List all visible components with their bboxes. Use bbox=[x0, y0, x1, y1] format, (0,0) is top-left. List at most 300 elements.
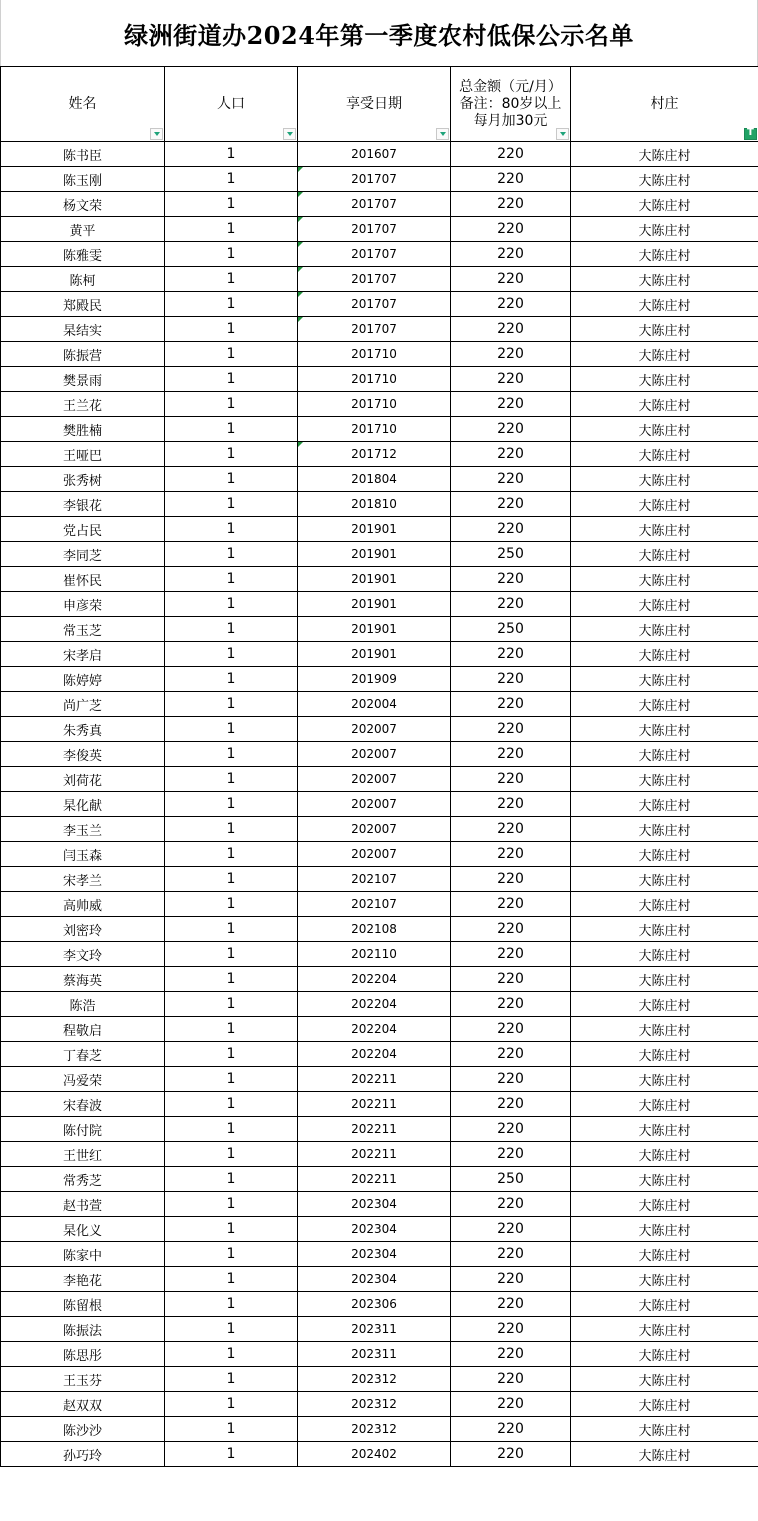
village-cell[interactable]: 大陈庄村 bbox=[571, 1167, 758, 1192]
date-cell[interactable]: 201707 bbox=[298, 192, 451, 217]
name-cell[interactable]: 杲结实 bbox=[1, 317, 165, 342]
amount-cell[interactable]: 220 bbox=[451, 667, 571, 692]
village-cell[interactable]: 大陈庄村 bbox=[571, 1067, 758, 1092]
population-cell[interactable]: 1 bbox=[165, 367, 298, 392]
population-cell[interactable]: 1 bbox=[165, 692, 298, 717]
table-row bbox=[1, 1017, 758, 1042]
village-cell[interactable]: 大陈庄村 bbox=[571, 192, 758, 217]
village-cell[interactable]: 大陈庄村 bbox=[571, 1292, 758, 1317]
village-cell[interactable]: 大陈庄村 bbox=[571, 342, 758, 367]
village-cell[interactable]: 大陈庄村 bbox=[571, 667, 758, 692]
name-cell[interactable]: 刘密玲 bbox=[1, 917, 165, 942]
name-cell[interactable]: 宋孝启 bbox=[1, 642, 165, 667]
population-cell[interactable]: 1 bbox=[165, 817, 298, 842]
village-cell[interactable]: 大陈庄村 bbox=[571, 1417, 758, 1442]
name-cell[interactable]: 高帅威 bbox=[1, 892, 165, 917]
date-cell[interactable]: 202007 bbox=[298, 767, 451, 792]
name-cell[interactable]: 尚广芝 bbox=[1, 692, 165, 717]
population-cell[interactable]: 1 bbox=[165, 1167, 298, 1192]
amount-cell[interactable]: 220 bbox=[451, 1142, 571, 1167]
amount-cell[interactable]: 220 bbox=[451, 792, 571, 817]
population-cell[interactable]: 1 bbox=[165, 1342, 298, 1367]
name-cell[interactable]: 刘荷花 bbox=[1, 767, 165, 792]
date-cell[interactable]: 202304 bbox=[298, 1217, 451, 1242]
amount-cell[interactable]: 220 bbox=[451, 467, 571, 492]
village-cell[interactable]: 大陈庄村 bbox=[571, 242, 758, 267]
village-cell[interactable]: 大陈庄村 bbox=[571, 592, 758, 617]
population-cell[interactable]: 1 bbox=[165, 292, 298, 317]
table-row bbox=[1, 542, 758, 567]
date-cell[interactable]: 202311 bbox=[298, 1342, 451, 1367]
population-cell[interactable]: 1 bbox=[165, 1442, 298, 1467]
village-cell[interactable]: 大陈庄村 bbox=[571, 1317, 758, 1342]
village-cell[interactable]: 大陈庄村 bbox=[571, 467, 758, 492]
filter-dropdown-icon[interactable] bbox=[283, 128, 296, 140]
village-cell[interactable]: 大陈庄村 bbox=[571, 542, 758, 567]
name-cell[interactable]: 赵双双 bbox=[1, 1392, 165, 1417]
population-cell[interactable]: 1 bbox=[165, 767, 298, 792]
name-cell[interactable]: 陈玉刚 bbox=[1, 167, 165, 192]
header-name[interactable] bbox=[1, 67, 165, 142]
village-cell[interactable]: 大陈庄村 bbox=[571, 1042, 758, 1067]
amount-cell[interactable]: 220 bbox=[451, 492, 571, 517]
name-cell[interactable]: 宋孝兰 bbox=[1, 867, 165, 892]
village-cell[interactable]: 大陈庄村 bbox=[571, 1017, 758, 1042]
population-cell[interactable]: 1 bbox=[165, 392, 298, 417]
village-cell[interactable]: 大陈庄村 bbox=[571, 142, 758, 167]
population-cell[interactable]: 1 bbox=[165, 967, 298, 992]
population-cell[interactable]: 1 bbox=[165, 1192, 298, 1217]
name-cell[interactable]: 孙巧玲 bbox=[1, 1442, 165, 1467]
amount-cell[interactable]: 220 bbox=[451, 742, 571, 767]
amount-cell[interactable]: 220 bbox=[451, 717, 571, 742]
table-row bbox=[1, 517, 758, 542]
village-cell[interactable]: 大陈庄村 bbox=[571, 317, 758, 342]
name-cell[interactable]: 崔怀民 bbox=[1, 567, 165, 592]
population-cell[interactable]: 1 bbox=[165, 1142, 298, 1167]
date-cell[interactable]: 202204 bbox=[298, 992, 451, 1017]
amount-cell[interactable]: 220 bbox=[451, 1292, 571, 1317]
population-cell[interactable]: 1 bbox=[165, 942, 298, 967]
amount-cell[interactable]: 220 bbox=[451, 342, 571, 367]
date-cell[interactable]: 201901 bbox=[298, 642, 451, 667]
date-cell[interactable]: 202007 bbox=[298, 717, 451, 742]
village-cell[interactable]: 大陈庄村 bbox=[571, 517, 758, 542]
date-cell[interactable]: 202204 bbox=[298, 967, 451, 992]
name-cell[interactable]: 樊胜楠 bbox=[1, 417, 165, 442]
date-cell[interactable]: 202402 bbox=[298, 1442, 451, 1467]
village-cell[interactable]: 大陈庄村 bbox=[571, 292, 758, 317]
date-cell[interactable]: 202110 bbox=[298, 942, 451, 967]
village-cell[interactable]: 大陈庄村 bbox=[571, 742, 758, 767]
table-row bbox=[1, 617, 758, 642]
population-cell[interactable]: 1 bbox=[165, 442, 298, 467]
table-row bbox=[1, 1192, 758, 1217]
village-cell[interactable]: 大陈庄村 bbox=[571, 1342, 758, 1367]
date-cell[interactable]: 202306 bbox=[298, 1292, 451, 1317]
date-cell[interactable]: 201901 bbox=[298, 567, 451, 592]
date-cell[interactable]: 201707 bbox=[298, 267, 451, 292]
population-cell[interactable]: 1 bbox=[165, 1067, 298, 1092]
date-cell[interactable]: 201707 bbox=[298, 167, 451, 192]
amount-cell[interactable]: 250 bbox=[451, 542, 571, 567]
village-cell[interactable]: 大陈庄村 bbox=[571, 1217, 758, 1242]
date-cell[interactable]: 202304 bbox=[298, 1267, 451, 1292]
name-cell[interactable]: 黄平 bbox=[1, 217, 165, 242]
village-cell[interactable]: 大陈庄村 bbox=[571, 167, 758, 192]
date-cell[interactable]: 202204 bbox=[298, 1042, 451, 1067]
amount-cell[interactable]: 220 bbox=[451, 1417, 571, 1442]
amount-cell[interactable]: 220 bbox=[451, 1242, 571, 1267]
village-cell[interactable]: 大陈庄村 bbox=[571, 1392, 758, 1417]
village-cell[interactable]: 大陈庄村 bbox=[571, 1267, 758, 1292]
table-row bbox=[1, 1142, 758, 1167]
date-cell[interactable]: 201810 bbox=[298, 492, 451, 517]
amount-cell[interactable]: 250 bbox=[451, 617, 571, 642]
date-cell[interactable]: 201710 bbox=[298, 417, 451, 442]
name-cell[interactable]: 杨文荣 bbox=[1, 192, 165, 217]
name-cell[interactable]: 陈书臣 bbox=[1, 142, 165, 167]
population-cell[interactable]: 1 bbox=[165, 867, 298, 892]
name-cell[interactable]: 陈浩 bbox=[1, 992, 165, 1017]
amount-cell[interactable]: 220 bbox=[451, 142, 571, 167]
header-amount[interactable] bbox=[451, 67, 571, 142]
population-cell[interactable]: 1 bbox=[165, 417, 298, 442]
population-cell[interactable]: 1 bbox=[165, 1367, 298, 1392]
date-cell[interactable]: 201710 bbox=[298, 342, 451, 367]
amount-cell[interactable]: 220 bbox=[451, 692, 571, 717]
data-table bbox=[0, 66, 758, 1467]
amount-cell[interactable]: 220 bbox=[451, 1217, 571, 1242]
table-row bbox=[1, 267, 758, 292]
village-cell[interactable]: 大陈庄村 bbox=[571, 267, 758, 292]
table-row bbox=[1, 692, 758, 717]
date-cell[interactable]: 201707 bbox=[298, 217, 451, 242]
date-cell[interactable]: 202004 bbox=[298, 692, 451, 717]
date-cell[interactable]: 202211 bbox=[298, 1117, 451, 1142]
date-cell[interactable]: 202304 bbox=[298, 1192, 451, 1217]
name-cell[interactable]: 常秀芝 bbox=[1, 1167, 165, 1192]
amount-cell[interactable]: 220 bbox=[451, 917, 571, 942]
date-cell[interactable]: 202108 bbox=[298, 917, 451, 942]
table-row bbox=[1, 792, 758, 817]
amount-cell[interactable]: 220 bbox=[451, 1092, 571, 1117]
name-cell[interactable]: 陈留根 bbox=[1, 1292, 165, 1317]
population-cell[interactable]: 1 bbox=[165, 792, 298, 817]
population-cell[interactable]: 1 bbox=[165, 342, 298, 367]
population-cell[interactable]: 1 bbox=[165, 917, 298, 942]
amount-cell[interactable]: 220 bbox=[451, 592, 571, 617]
name-cell[interactable]: 王世红 bbox=[1, 1142, 165, 1167]
table-row bbox=[1, 1167, 758, 1192]
amount-cell[interactable]: 220 bbox=[451, 1317, 571, 1342]
date-cell[interactable]: 202304 bbox=[298, 1242, 451, 1267]
amount-cell[interactable]: 220 bbox=[451, 967, 571, 992]
name-cell[interactable]: 郑殿民 bbox=[1, 292, 165, 317]
amount-cell[interactable]: 220 bbox=[451, 767, 571, 792]
name-cell[interactable]: 闫玉森 bbox=[1, 842, 165, 867]
filter-active-icon[interactable] bbox=[744, 128, 757, 140]
date-cell[interactable]: 201909 bbox=[298, 667, 451, 692]
name-cell[interactable]: 冯爱荣 bbox=[1, 1067, 165, 1092]
amount-cell[interactable]: 220 bbox=[451, 417, 571, 442]
name-cell[interactable]: 樊景雨 bbox=[1, 367, 165, 392]
population-cell[interactable]: 1 bbox=[165, 642, 298, 667]
village-cell[interactable]: 大陈庄村 bbox=[571, 917, 758, 942]
amount-cell[interactable]: 220 bbox=[451, 842, 571, 867]
title-row bbox=[0, 0, 758, 66]
population-cell[interactable]: 1 bbox=[165, 1292, 298, 1317]
amount-cell[interactable]: 220 bbox=[451, 642, 571, 667]
amount-cell[interactable]: 220 bbox=[451, 1367, 571, 1392]
population-cell[interactable]: 1 bbox=[165, 217, 298, 242]
date-cell[interactable]: 201901 bbox=[298, 592, 451, 617]
population-cell[interactable]: 1 bbox=[165, 992, 298, 1017]
date-cell[interactable]: 201712 bbox=[298, 442, 451, 467]
amount-cell[interactable]: 220 bbox=[451, 442, 571, 467]
name-cell[interactable]: 陈付院 bbox=[1, 1117, 165, 1142]
population-cell[interactable]: 1 bbox=[165, 542, 298, 567]
name-cell[interactable]: 赵书萱 bbox=[1, 1192, 165, 1217]
table-row bbox=[1, 392, 758, 417]
filter-dropdown-icon[interactable] bbox=[556, 128, 569, 140]
date-cell[interactable]: 201710 bbox=[298, 392, 451, 417]
name-cell[interactable]: 李银花 bbox=[1, 492, 165, 517]
population-cell[interactable]: 1 bbox=[165, 592, 298, 617]
population-cell[interactable]: 1 bbox=[165, 1217, 298, 1242]
date-cell[interactable]: 202311 bbox=[298, 1317, 451, 1342]
amount-cell[interactable]: 220 bbox=[451, 992, 571, 1017]
village-cell[interactable]: 大陈庄村 bbox=[571, 992, 758, 1017]
village-cell[interactable]: 大陈庄村 bbox=[571, 692, 758, 717]
name-cell[interactable]: 杲化献 bbox=[1, 792, 165, 817]
name-cell[interactable]: 常玉芝 bbox=[1, 617, 165, 642]
population-cell[interactable]: 1 bbox=[165, 667, 298, 692]
village-cell[interactable]: 大陈庄村 bbox=[571, 392, 758, 417]
amount-cell[interactable]: 220 bbox=[451, 942, 571, 967]
population-cell[interactable]: 1 bbox=[165, 317, 298, 342]
name-cell[interactable]: 李文玲 bbox=[1, 942, 165, 967]
name-cell[interactable]: 李玉兰 bbox=[1, 817, 165, 842]
date-cell[interactable]: 201707 bbox=[298, 292, 451, 317]
amount-cell[interactable]: 220 bbox=[451, 292, 571, 317]
table-row bbox=[1, 992, 758, 1017]
population-cell[interactable]: 1 bbox=[165, 192, 298, 217]
population-cell[interactable]: 1 bbox=[165, 1417, 298, 1442]
village-cell[interactable]: 大陈庄村 bbox=[571, 417, 758, 442]
population-cell[interactable]: 1 bbox=[165, 1317, 298, 1342]
amount-cell[interactable]: 220 bbox=[451, 1017, 571, 1042]
name-cell[interactable]: 李艳花 bbox=[1, 1267, 165, 1292]
table-row bbox=[1, 1342, 758, 1367]
name-cell[interactable]: 陈振法 bbox=[1, 1317, 165, 1342]
population-cell[interactable]: 1 bbox=[165, 1267, 298, 1292]
village-cell[interactable]: 大陈庄村 bbox=[571, 942, 758, 967]
population-cell[interactable]: 1 bbox=[165, 1017, 298, 1042]
name-cell[interactable]: 宋春波 bbox=[1, 1092, 165, 1117]
header-date[interactable] bbox=[298, 67, 451, 142]
name-cell[interactable]: 陈振营 bbox=[1, 342, 165, 367]
amount-cell[interactable]: 220 bbox=[451, 892, 571, 917]
date-cell[interactable]: 202007 bbox=[298, 792, 451, 817]
village-cell[interactable]: 大陈庄村 bbox=[571, 367, 758, 392]
name-cell[interactable]: 杲化义 bbox=[1, 1217, 165, 1242]
amount-cell[interactable]: 220 bbox=[451, 317, 571, 342]
population-cell[interactable]: 1 bbox=[165, 567, 298, 592]
village-cell[interactable]: 大陈庄村 bbox=[571, 442, 758, 467]
population-cell[interactable]: 1 bbox=[165, 892, 298, 917]
date-cell[interactable]: 202007 bbox=[298, 817, 451, 842]
population-cell[interactable]: 1 bbox=[165, 717, 298, 742]
table-row bbox=[1, 317, 758, 342]
table-row bbox=[1, 1117, 758, 1142]
population-cell[interactable]: 1 bbox=[165, 242, 298, 267]
population-cell[interactable]: 1 bbox=[165, 167, 298, 192]
amount-cell[interactable]: 220 bbox=[451, 1392, 571, 1417]
village-cell[interactable]: 大陈庄村 bbox=[571, 217, 758, 242]
name-cell[interactable]: 王哑巴 bbox=[1, 442, 165, 467]
name-cell[interactable]: 朱秀真 bbox=[1, 717, 165, 742]
name-cell[interactable]: 丁春芝 bbox=[1, 1042, 165, 1067]
village-cell[interactable]: 大陈庄村 bbox=[571, 1092, 758, 1117]
population-cell[interactable]: 1 bbox=[165, 1117, 298, 1142]
amount-cell[interactable]: 220 bbox=[451, 392, 571, 417]
amount-cell[interactable]: 220 bbox=[451, 192, 571, 217]
amount-cell[interactable]: 220 bbox=[451, 1342, 571, 1367]
date-cell[interactable]: 201901 bbox=[298, 617, 451, 642]
village-cell[interactable]: 大陈庄村 bbox=[571, 642, 758, 667]
amount-cell[interactable]: 220 bbox=[451, 517, 571, 542]
amount-cell[interactable]: 220 bbox=[451, 867, 571, 892]
population-cell[interactable]: 1 bbox=[165, 617, 298, 642]
name-cell[interactable]: 王玉芬 bbox=[1, 1367, 165, 1392]
date-cell[interactable]: 202211 bbox=[298, 1092, 451, 1117]
amount-cell[interactable]: 220 bbox=[451, 217, 571, 242]
amount-cell[interactable]: 220 bbox=[451, 1117, 571, 1142]
name-cell[interactable]: 陈婷婷 bbox=[1, 667, 165, 692]
village-cell[interactable]: 大陈庄村 bbox=[571, 492, 758, 517]
amount-cell[interactable]: 220 bbox=[451, 242, 571, 267]
village-cell[interactable]: 大陈庄村 bbox=[571, 617, 758, 642]
table-body bbox=[1, 142, 758, 1467]
filter-dropdown-icon[interactable] bbox=[150, 128, 163, 140]
filter-dropdown-icon[interactable] bbox=[436, 128, 449, 140]
date-cell[interactable]: 201804 bbox=[298, 467, 451, 492]
village-cell[interactable]: 大陈庄村 bbox=[571, 1442, 758, 1467]
date-cell[interactable]: 201901 bbox=[298, 517, 451, 542]
population-cell[interactable]: 1 bbox=[165, 742, 298, 767]
date-cell[interactable]: 202312 bbox=[298, 1367, 451, 1392]
name-cell[interactable]: 陈雅雯 bbox=[1, 242, 165, 267]
population-cell[interactable]: 1 bbox=[165, 1092, 298, 1117]
name-cell[interactable]: 陈思彤 bbox=[1, 1342, 165, 1367]
date-cell[interactable]: 202312 bbox=[298, 1392, 451, 1417]
population-cell[interactable]: 1 bbox=[165, 1392, 298, 1417]
date-cell[interactable]: 202312 bbox=[298, 1417, 451, 1442]
name-cell[interactable]: 蔡海英 bbox=[1, 967, 165, 992]
date-cell[interactable]: 201710 bbox=[298, 367, 451, 392]
header-population[interactable] bbox=[165, 67, 298, 142]
amount-cell[interactable]: 220 bbox=[451, 267, 571, 292]
amount-cell[interactable]: 220 bbox=[451, 1267, 571, 1292]
population-cell[interactable]: 1 bbox=[165, 842, 298, 867]
village-cell[interactable]: 大陈庄村 bbox=[571, 867, 758, 892]
date-cell[interactable]: 202007 bbox=[298, 842, 451, 867]
amount-cell[interactable]: 220 bbox=[451, 567, 571, 592]
population-cell[interactable]: 1 bbox=[165, 1042, 298, 1067]
village-cell[interactable]: 大陈庄村 bbox=[571, 792, 758, 817]
name-cell[interactable]: 陈沙沙 bbox=[1, 1417, 165, 1442]
amount-cell[interactable]: 220 bbox=[451, 167, 571, 192]
name-cell[interactable]: 程敬启 bbox=[1, 1017, 165, 1042]
village-cell[interactable]: 大陈庄村 bbox=[571, 1192, 758, 1217]
village-cell[interactable]: 大陈庄村 bbox=[571, 767, 758, 792]
amount-cell[interactable]: 250 bbox=[451, 1167, 571, 1192]
village-cell[interactable]: 大陈庄村 bbox=[571, 842, 758, 867]
population-cell[interactable]: 1 bbox=[165, 467, 298, 492]
name-cell[interactable]: 李俊英 bbox=[1, 742, 165, 767]
village-cell[interactable]: 大陈庄村 bbox=[571, 892, 758, 917]
name-cell[interactable]: 张秀树 bbox=[1, 467, 165, 492]
table-row bbox=[1, 1417, 758, 1442]
date-cell[interactable]: 201901 bbox=[298, 542, 451, 567]
table-row bbox=[1, 467, 758, 492]
amount-cell[interactable]: 220 bbox=[451, 367, 571, 392]
table-row bbox=[1, 642, 758, 667]
date-cell[interactable]: 202211 bbox=[298, 1142, 451, 1167]
amount-cell[interactable]: 220 bbox=[451, 1067, 571, 1092]
name-cell[interactable]: 党占民 bbox=[1, 517, 165, 542]
amount-cell[interactable]: 220 bbox=[451, 1042, 571, 1067]
population-cell[interactable]: 1 bbox=[165, 492, 298, 517]
date-cell[interactable]: 201707 bbox=[298, 242, 451, 267]
population-cell[interactable]: 1 bbox=[165, 1242, 298, 1267]
date-cell[interactable]: 202211 bbox=[298, 1067, 451, 1092]
header-amount-line2: 备注：80岁以上 bbox=[459, 95, 562, 112]
date-cell[interactable]: 201707 bbox=[298, 317, 451, 342]
population-cell[interactable]: 1 bbox=[165, 517, 298, 542]
table-row bbox=[1, 1442, 758, 1467]
date-cell[interactable]: 202211 bbox=[298, 1167, 451, 1192]
population-cell[interactable]: 1 bbox=[165, 142, 298, 167]
village-cell[interactable]: 大陈庄村 bbox=[571, 1367, 758, 1392]
name-cell[interactable]: 陈柯 bbox=[1, 267, 165, 292]
table-row bbox=[1, 192, 758, 217]
table-row bbox=[1, 342, 758, 367]
name-cell[interactable]: 申彦荣 bbox=[1, 592, 165, 617]
amount-cell[interactable]: 220 bbox=[451, 817, 571, 842]
date-cell[interactable]: 202204 bbox=[298, 1017, 451, 1042]
date-cell[interactable]: 202107 bbox=[298, 867, 451, 892]
village-cell[interactable]: 大陈庄村 bbox=[571, 567, 758, 592]
village-cell[interactable]: 大陈庄村 bbox=[571, 717, 758, 742]
date-cell[interactable]: 202107 bbox=[298, 892, 451, 917]
village-cell[interactable]: 大陈庄村 bbox=[571, 967, 758, 992]
village-cell[interactable]: 大陈庄村 bbox=[571, 1142, 758, 1167]
village-cell[interactable]: 大陈庄村 bbox=[571, 1117, 758, 1142]
name-cell[interactable]: 李同芝 bbox=[1, 542, 165, 567]
date-cell[interactable]: 201607 bbox=[298, 142, 451, 167]
name-cell[interactable]: 王兰花 bbox=[1, 392, 165, 417]
name-cell[interactable]: 陈家中 bbox=[1, 1242, 165, 1267]
village-cell[interactable]: 大陈庄村 bbox=[571, 817, 758, 842]
village-cell[interactable]: 大陈庄村 bbox=[571, 1242, 758, 1267]
population-cell[interactable]: 1 bbox=[165, 267, 298, 292]
date-cell[interactable]: 202007 bbox=[298, 742, 451, 767]
header-village[interactable] bbox=[571, 67, 758, 142]
amount-cell[interactable]: 220 bbox=[451, 1192, 571, 1217]
amount-cell[interactable]: 220 bbox=[451, 1442, 571, 1467]
